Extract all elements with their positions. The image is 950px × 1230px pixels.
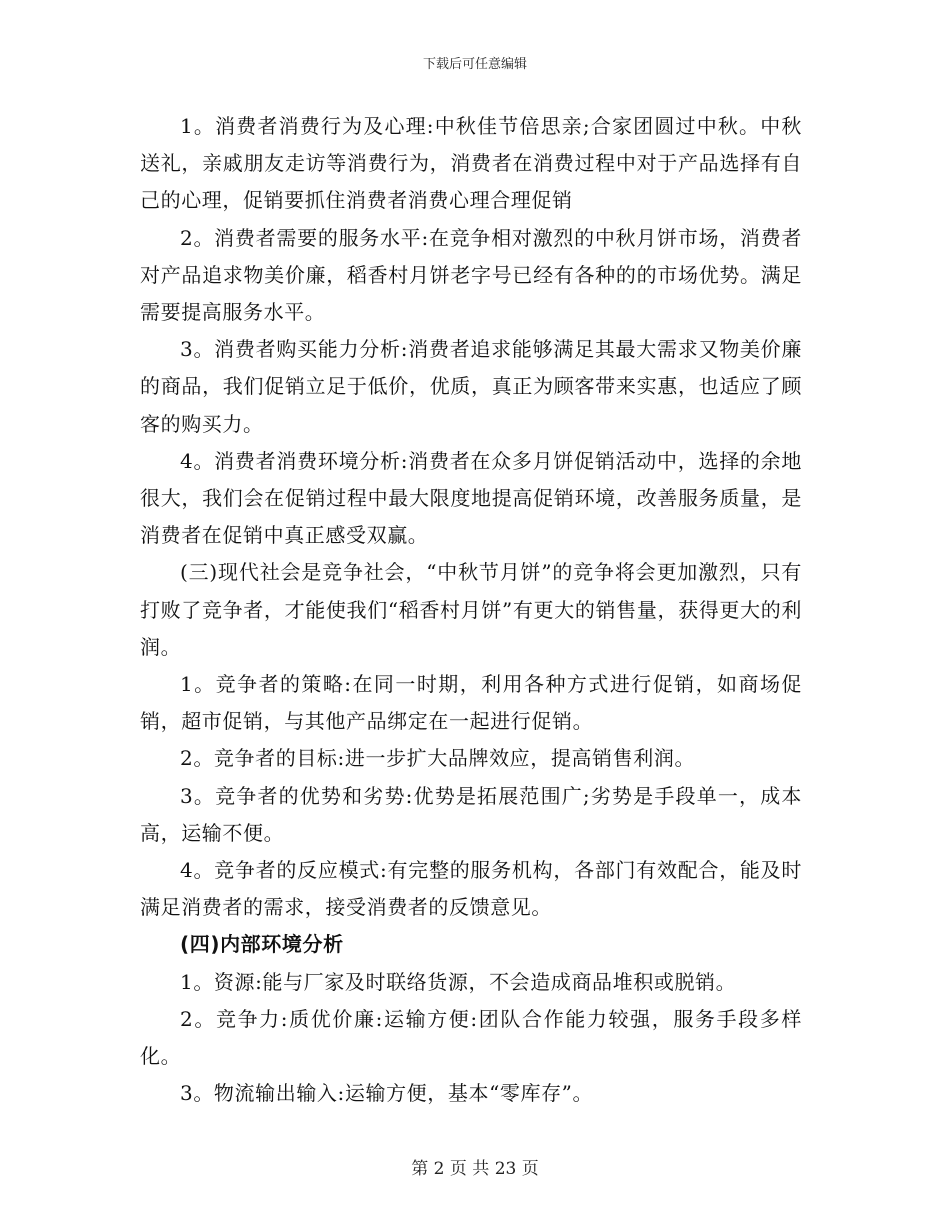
paragraph: 2。竞争者的目标:进一步扩大品牌效应，提高销售利润。: [180, 746, 696, 771]
paragraph: 3。消费者购买能力分析:消费者追求能够满足其最大需求又物美价廉的商品，我们促销立足于低价，优质，真正为顾客带来实惠，也适应了顾客的购买力。: [140, 337, 802, 436]
paragraph: 1。消费者消费行为及心理:中秋佳节倍思亲;合家团圆过中秋。中秋送礼，亲戚朋友走访等消费行为，消费者在消费过程中对于产品选择有自己的心理，促销要抓住消费者消费心理合理促销: [140, 114, 802, 213]
paragraph: 3。物流输出输入:运输方便，基本“零库存”。: [180, 1081, 594, 1106]
paragraph: 1。竞争者的策略:在同一时期，利用各种方式进行促销，如商场促销，超市促销，与其他产品绑定在一起进行促销。: [140, 672, 802, 734]
paragraph: 4。消费者消费环境分析:消费者在众多月饼促销活动中，选择的余地很大，我们会在促销过程中最大限度地提高促销环境，改善服务质量，是消费者在促销中真正感受双赢。: [140, 448, 802, 548]
page-footer: 第 2 页 共 23 页: [411, 1159, 539, 1179]
paragraph: 2。消费者需要的服务水平:在竞争相对激烈的中秋月饼市场，消费者对产品追求物美价廉，稻香村月饼老字号已经有各种的的市场优势。满足需要提高服务水平。: [140, 225, 802, 325]
section-heading: (四)内部环境分析: [180, 932, 344, 957]
paragraph: (三)现代社会是竞争社会，“中秋节月饼”的竞争将会更加激烈，只有打败了竞争者，才能使我们“稻香村月饼”有更大的销售量，获得更大的利润。: [140, 560, 802, 659]
document-body: [140, 108, 802, 1112]
paragraph: 3。竞争者的优势和劣势:优势是拓展范围广;劣势是手段单一，成本高，运输不便。: [140, 783, 802, 845]
paragraph: 4。竞争者的反应模式:有完整的服务机构，各部门有效配合，能及时满足消费者的需求，接受消费者的反馈意见。: [140, 858, 802, 920]
paragraph: 2。竞争力:质优价廉:运输方便:团队合作能力较强，服务手段多样化。: [140, 1006, 802, 1069]
paragraph: 1。资源:能与厂家及时联络货源，不会造成商品堆积或脱销。: [180, 969, 737, 994]
page-header: 下载后可任意编辑: [422, 57, 527, 72]
